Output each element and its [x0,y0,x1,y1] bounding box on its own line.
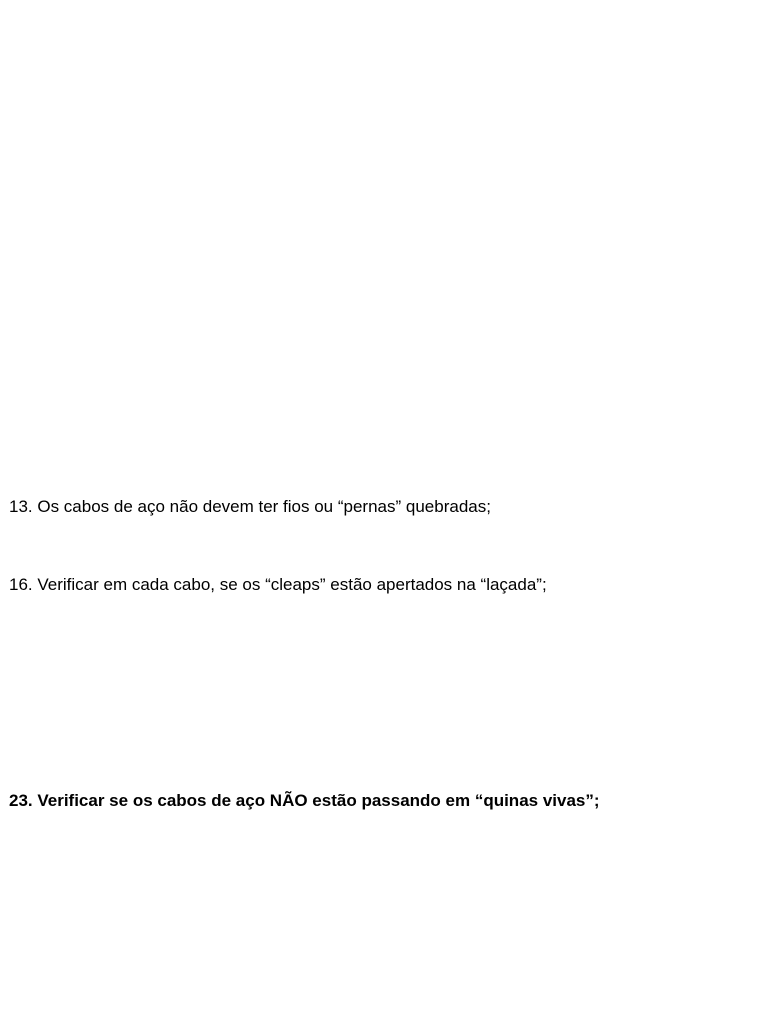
checklist-item-16: 16. Verificar em cada cabo, se os “cleaps” estão apertados na “laçada”; [9,575,547,594]
checklist-item-23: 23. Verificar se os cabos de aço NÃO estão passando em “quinas vivas”; [9,791,600,810]
checklist-item-13: 13. Os cabos de aço não devem ter fios ou “pernas” quebradas; [9,497,491,516]
